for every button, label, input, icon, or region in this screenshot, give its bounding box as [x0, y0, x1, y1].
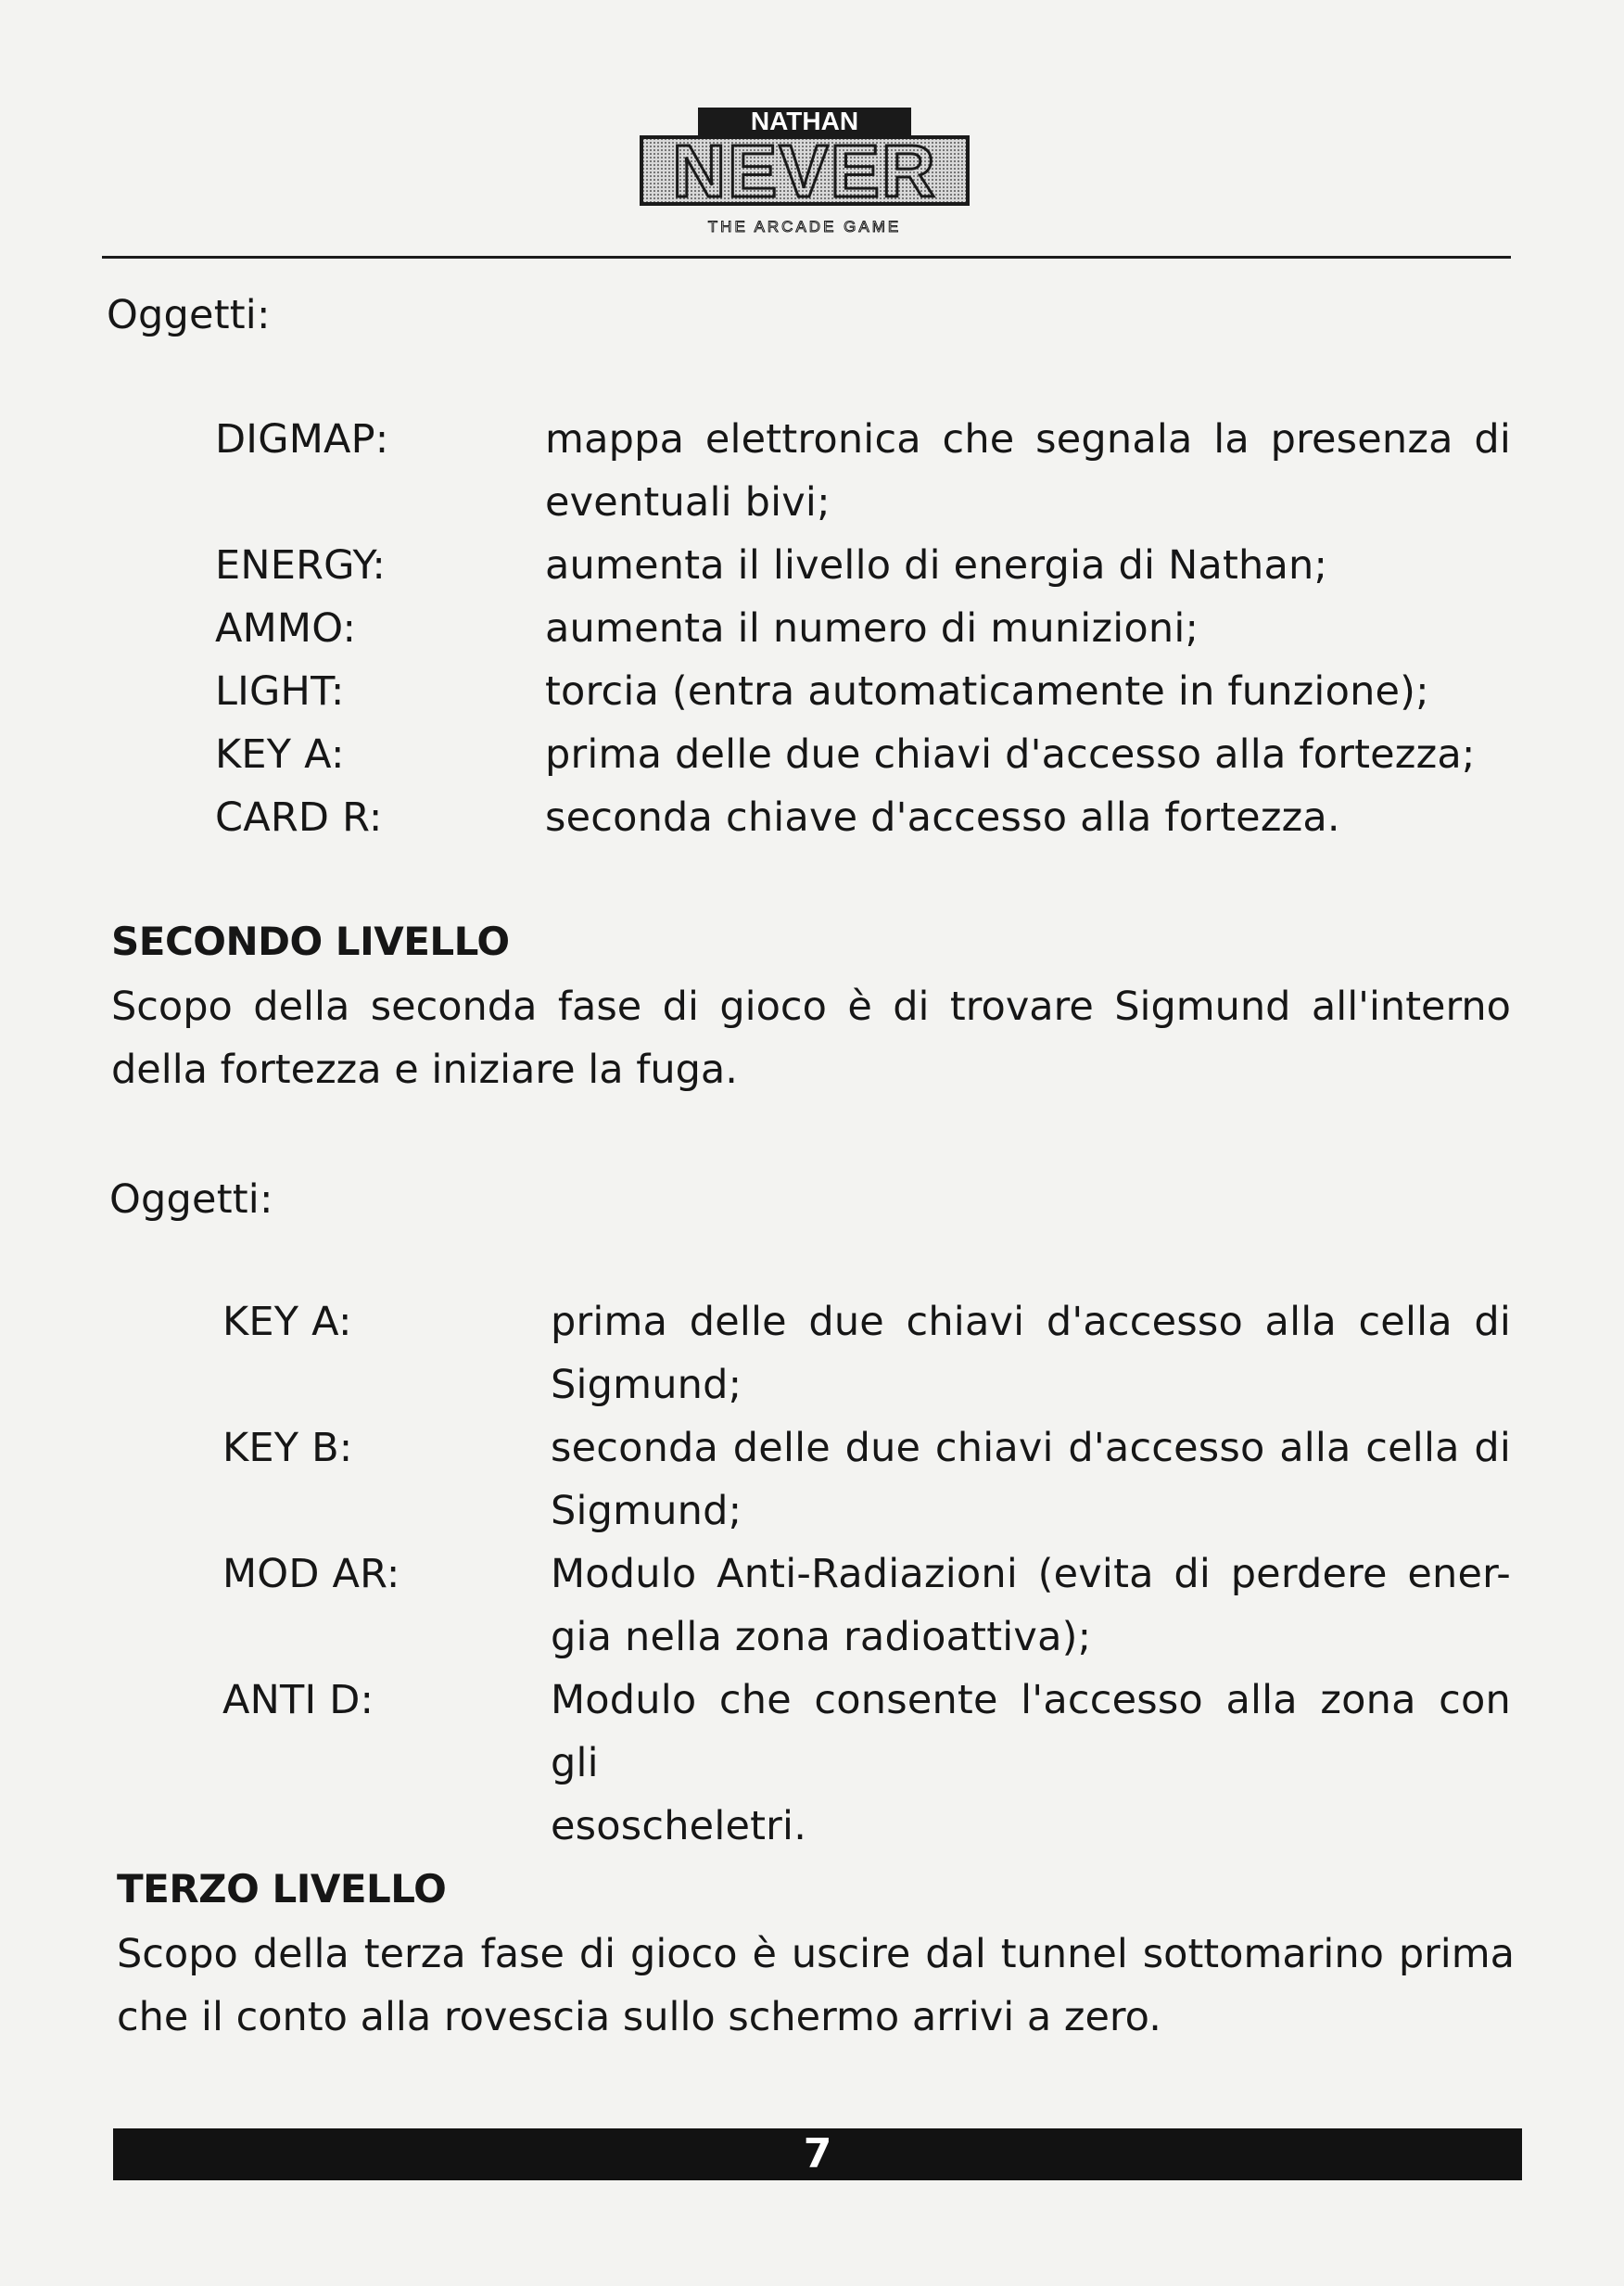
section-title-third-level: TERZO LIVELLO [117, 1866, 447, 1911]
object-item [222, 1543, 1511, 1669]
section-body-third-level [117, 1923, 1515, 2049]
object-description-line: prima delle due chiavi d'accesso alla cella di [551, 1299, 1511, 1345]
paragraph-line: della fortezza e iniziare la fuga. [111, 1047, 738, 1093]
object-key: AMMO: [215, 605, 357, 652]
object-description-line: aumenta il livello di energia di Nathan; [545, 542, 1328, 589]
object-description-line: esoscheletri. [551, 1803, 807, 1849]
object-description-line: seconda chiave d'accesso alla fortezza. [545, 794, 1340, 841]
logo-main-word: NEVER [672, 130, 937, 212]
object-description-line: Modulo che consente l'accesso alla zona con gli [551, 1677, 1511, 1786]
objects-label: Oggetti: [109, 1176, 273, 1223]
object-item [222, 1290, 1511, 1416]
object-item [215, 786, 1511, 849]
object-key: KEY A: [222, 1299, 352, 1345]
object-description-line: aumenta il numero di munizioni; [545, 605, 1199, 652]
paragraph-line: Scopo della terza fase di gioco è uscire dal tunnel sottomarino prima [117, 1931, 1515, 1977]
level1-objects-list [215, 408, 1511, 849]
object-key: ANTI D: [222, 1677, 374, 1723]
object-key: ENERGY: [215, 542, 387, 589]
header-rule [102, 256, 1511, 259]
object-description-line: prima delle due chiavi d'accesso alla fortezza; [545, 731, 1476, 778]
object-key: MOD AR: [222, 1551, 400, 1597]
logo-subtitle: THE ARCADE GAME [707, 218, 902, 235]
object-description-line: eventuali bivi; [545, 479, 831, 526]
object-description-line: seconda delle due chiavi d'accesso alla cella di [551, 1425, 1511, 1471]
object-key: LIGHT: [215, 668, 345, 715]
object-item [215, 660, 1511, 723]
object-description-line: Sigmund; [551, 1488, 742, 1534]
object-item [222, 1416, 1511, 1543]
objects-label: Oggetti: [107, 292, 271, 338]
object-description-line: torcia (entra automaticamente in funzione); [545, 668, 1429, 715]
object-key: DIGMAP: [215, 416, 389, 463]
object-key: CARD R: [215, 794, 383, 841]
level2-objects-list [222, 1290, 1511, 1858]
section-title-second-level: SECONDO LIVELLO [111, 919, 510, 964]
object-item [215, 534, 1511, 597]
object-key: KEY B: [222, 1425, 353, 1471]
object-description-line: gia nella zona radioattiva); [551, 1614, 1092, 1660]
page-number: 7 [803, 2130, 832, 2178]
object-item [215, 408, 1511, 534]
object-description-line: mappa elettronica che segnala la presenza di [545, 416, 1511, 463]
object-item [222, 1669, 1511, 1858]
object-item [215, 597, 1511, 660]
footer-bar [113, 2128, 1522, 2180]
nathan-never-logo [638, 104, 971, 241]
paragraph-line: Scopo della seconda fase di gioco è di trovare Sigmund all'interno [111, 984, 1511, 1030]
object-item [215, 723, 1511, 786]
object-description-line: Sigmund; [551, 1362, 742, 1408]
object-description-line: Modulo Anti-Radiazioni (evita di perdere ener- [551, 1551, 1511, 1597]
section-body-second-level [111, 975, 1511, 1101]
paragraph-line: che il conto alla rovescia sullo schermo arrivi a zero. [117, 1994, 1161, 2040]
object-key: KEY A: [215, 731, 345, 778]
logo-top-word: NATHAN [750, 107, 859, 135]
